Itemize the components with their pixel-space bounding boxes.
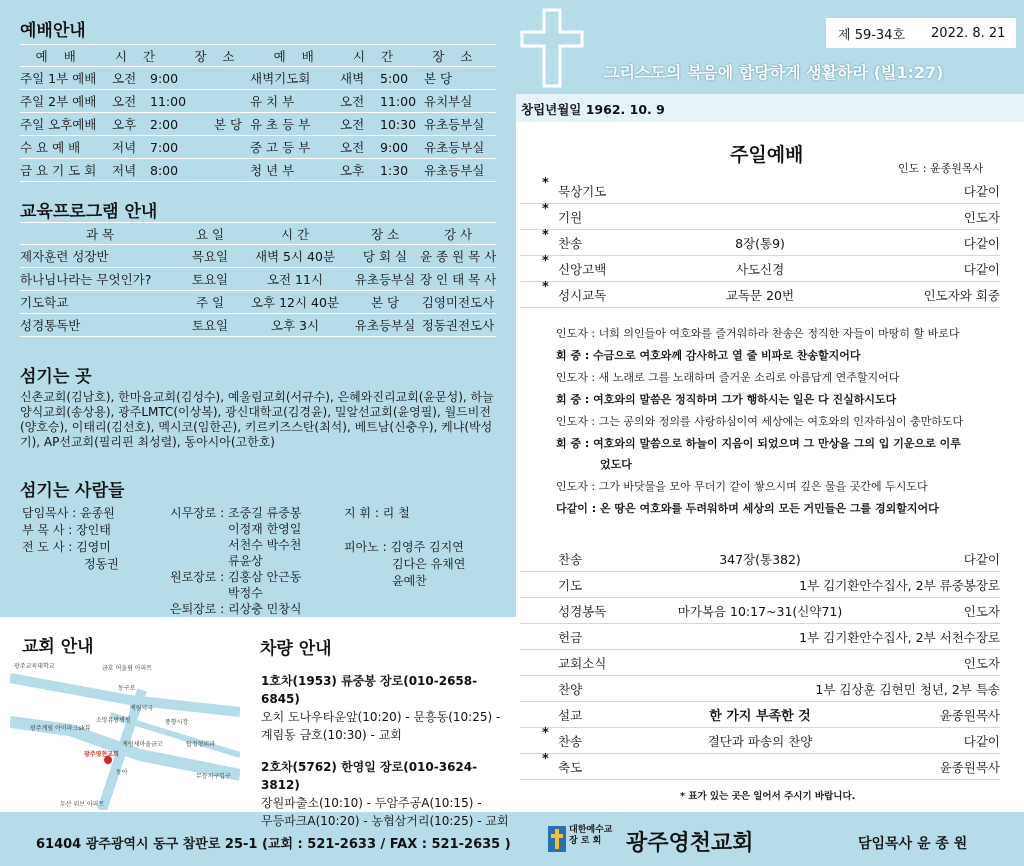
table-row bbox=[20, 291, 496, 314]
serving-places-title: 섬기는 곳 bbox=[20, 367, 92, 387]
table-row bbox=[20, 90, 496, 113]
table-cell: 유초등부실 bbox=[424, 117, 485, 132]
map-label: 광주교육대학교 bbox=[14, 663, 55, 670]
elder-line: 시무장로 : 조중길 류중봉 bbox=[170, 506, 302, 520]
header-cell: 예 배 bbox=[35, 48, 82, 64]
motto: 그리스도의 복음에 합당하게 생활하라 (빌1:27) bbox=[604, 63, 944, 82]
church-logo-icon bbox=[548, 826, 566, 852]
table-row bbox=[20, 314, 496, 337]
table-cell: 유치부실 bbox=[424, 94, 473, 109]
header-cell: 시 간 bbox=[280, 226, 310, 242]
standing-note: * 표가 있는 곳은 일어서 주시기 바랍니다. bbox=[680, 791, 856, 802]
map-label: 동아 bbox=[116, 769, 128, 776]
order-person: 다같이 bbox=[963, 733, 1000, 749]
table-cell: 청 년 부 bbox=[250, 163, 295, 178]
order-row bbox=[520, 728, 1000, 754]
issue-number: 제 59-34호 bbox=[838, 27, 906, 43]
order-name: 성경봉독 bbox=[558, 603, 607, 619]
order-detail: 8장(통9) bbox=[735, 235, 785, 251]
table-cell: 주일 오후예배 bbox=[20, 117, 97, 132]
header-cell: 시 간 bbox=[352, 48, 400, 64]
issue-date: 2022. 8. 21 bbox=[931, 25, 1006, 41]
table-header-row bbox=[20, 222, 496, 245]
table-row bbox=[20, 159, 496, 182]
denomination-bottom: 장 로 회 bbox=[569, 836, 602, 846]
map-label: 무등지구입구 bbox=[196, 773, 231, 780]
order-row bbox=[520, 598, 1000, 624]
order-name: 헌금 bbox=[558, 629, 583, 645]
table-row bbox=[20, 245, 496, 268]
header-cell: 요 일 bbox=[195, 226, 225, 242]
car1-route: 계림동 금호(10:30) - 교회 bbox=[261, 728, 402, 742]
responsive-reading-line: 인도자 : 새 노래로 그를 노래하며 즐거운 소리로 아름답게 연주할지어다 bbox=[556, 371, 900, 384]
order-person: 다같이 bbox=[963, 551, 1000, 567]
responsive-reading-line: 인도자 : 그는 공의와 정의를 사랑하심이여 세상에는 여호와의 인자하심이 충만하도다 bbox=[556, 415, 964, 428]
order-detail: 347장(통382) bbox=[719, 551, 801, 567]
elder-line: 이정재 한영일 bbox=[228, 522, 302, 536]
elder-line: 서천수 박수천 bbox=[228, 538, 302, 552]
order-name: 찬양 bbox=[558, 681, 583, 697]
sunday-worship-title: 주일예배 bbox=[730, 144, 804, 166]
table-cell: 오전 bbox=[112, 94, 137, 109]
table-cell: 새벽 bbox=[340, 71, 365, 86]
denomination bbox=[569, 825, 612, 847]
church-map bbox=[10, 660, 240, 810]
order-row bbox=[520, 178, 1000, 204]
order-row bbox=[520, 282, 1000, 308]
table-cell: 9:00 bbox=[150, 70, 179, 86]
music-line: 지 휘 : 리 철 bbox=[344, 506, 410, 520]
order-detail: 결단과 파송의 찬양 bbox=[707, 733, 813, 749]
table-row bbox=[20, 113, 496, 136]
table-row bbox=[20, 268, 496, 291]
table-cell: 2:00 bbox=[150, 116, 179, 132]
order-row bbox=[520, 204, 1000, 230]
header-cell: 시 간 bbox=[114, 48, 162, 64]
table-cell: 주일 1부 예배 bbox=[20, 71, 97, 86]
order-name: 기도 bbox=[558, 577, 583, 593]
table-cell: 중 고 등 부 bbox=[250, 140, 311, 155]
table-cell: 김영미전도사 bbox=[421, 295, 495, 310]
order-name: 설교 bbox=[558, 707, 583, 723]
map-label: 백림약국 bbox=[130, 705, 154, 712]
responsive-reading-line: 회 중 : 수금으로 여호와께 감사하고 열 줄 비파로 찬송할지어다 bbox=[556, 349, 861, 362]
order-detail: 마가복음 10:17~31(신약71) bbox=[677, 603, 843, 619]
responsive-reading-line: 다같이 : 온 땅은 여호와를 두려워하며 세상의 모든 거민들은 그를 경외할지어다 bbox=[556, 502, 939, 515]
table-cell: 저녁 bbox=[112, 163, 137, 178]
table-cell: 토요일 bbox=[191, 272, 229, 287]
table-cell: 오후 bbox=[112, 117, 137, 132]
serving-places-text: 신촌교회(김남호), 한마음교회(김성수), 예울림교회(서규수), 은혜와진리교회(윤문성), 하늘양식교회(송상용), 광주LMTC(이상복), 광신대학교(김경윤), 밀알선교회(윤영필), 월드비전(양호승), 이태리(김선호), 멕시코(임한곤), 키르키즈스탄(최석), 베트남(신충우), 케냐(박성기), AP선교회(필리핀 최성렬), 동아시아(고한호) bbox=[20, 390, 494, 449]
table-cell: 성경통독반 bbox=[20, 318, 81, 333]
stand-mark: * bbox=[542, 176, 549, 191]
founded-date: 창립년월일 1962. 10. 9 bbox=[521, 102, 665, 117]
order-name: 찬송 bbox=[558, 551, 583, 567]
order-person: 다같이 bbox=[963, 183, 1000, 199]
table-cell: 기도학교 bbox=[20, 295, 69, 310]
table-cell: 오후 12시 40분 bbox=[250, 295, 340, 310]
vehicle-info bbox=[261, 672, 511, 830]
education-title: 교육프로그램 안내 bbox=[20, 202, 158, 222]
map-label: 풍향시장 bbox=[165, 719, 189, 726]
elder-line: 박정수 bbox=[228, 586, 263, 600]
worship-guide-title: 예배안내 bbox=[20, 21, 86, 41]
map-label: 두산 위브 아파트 bbox=[60, 801, 105, 808]
table-cell: 본 당 bbox=[424, 71, 453, 86]
order-name: 신앙고백 bbox=[558, 261, 607, 277]
table-cell: 주일 2부 예배 bbox=[20, 94, 97, 109]
table-cell: 유초등부실 bbox=[424, 163, 485, 178]
table-cell: 목요일 bbox=[191, 249, 229, 264]
table-cell: 11:00 bbox=[150, 93, 187, 109]
worship-leader: 인도 : 윤종원목사 bbox=[898, 162, 984, 175]
header-cell: 장 소 bbox=[194, 48, 241, 64]
table-cell: 새벽 5시 40분 bbox=[254, 249, 336, 264]
stand-mark: * bbox=[542, 228, 549, 243]
order-name: 교회소식 bbox=[558, 655, 607, 671]
stand-mark: * bbox=[542, 254, 549, 269]
order-row bbox=[520, 676, 1000, 702]
staff-line: 전 도 사 : 김영미 bbox=[22, 540, 111, 554]
table-cell: 7:00 bbox=[150, 139, 179, 155]
car2-route: 장원파출소(10:10) - 두암주공A(10:15) - bbox=[261, 796, 482, 810]
table-cell: 본 당 bbox=[370, 295, 400, 310]
staff-line: 부 목 사 : 장인태 bbox=[22, 523, 111, 537]
order-row bbox=[520, 754, 1000, 780]
header-cell: 강 사 bbox=[443, 226, 473, 242]
map-label-church: 광주영천교회 bbox=[84, 751, 119, 758]
table-cell: 수 요 예 배 bbox=[20, 140, 81, 155]
map-label: 소망유방병원 bbox=[96, 717, 131, 724]
church-name: 광주영천교회 bbox=[626, 831, 754, 856]
order-person: 인도자 bbox=[963, 655, 1000, 671]
table-cell: 본 당 bbox=[213, 117, 243, 132]
responsive-reading-line: 회 중 : 여호와의 말씀은 정직하며 그가 행하시는 일은 다 진실하시도다 bbox=[556, 393, 897, 406]
table-cell: 정동권전도사 bbox=[421, 318, 495, 333]
table-cell: 유 초 등 부 bbox=[250, 117, 311, 132]
music-line: 피아노 : 김영주 김지연 bbox=[344, 540, 464, 554]
header-cell: 장 소 bbox=[432, 48, 479, 64]
table-row bbox=[20, 67, 496, 90]
responsive-reading-line: 었도다 bbox=[600, 458, 632, 471]
order-person: 윤종원목사 bbox=[939, 707, 1000, 723]
table-header-row bbox=[20, 44, 496, 67]
table-cell: 오후 bbox=[340, 163, 365, 178]
table-cell: 유초등부실 bbox=[354, 318, 416, 333]
senior-pastor: 담임목사 윤 종 원 bbox=[858, 836, 968, 852]
table-cell: 오전 bbox=[112, 71, 137, 86]
car2-title: 2호차(5762) 한영일 장로(010-3624-3812) bbox=[261, 760, 478, 792]
worship-guide-table bbox=[20, 44, 496, 182]
table-cell: 9:00 bbox=[380, 139, 409, 155]
church-guide-title: 교회 안내 bbox=[22, 637, 94, 657]
order-row bbox=[520, 650, 1000, 676]
responsive-reading-line: 인도자 : 너희 의인들아 여호와를 즐거워하라 찬송은 정직한 자들이 마땅히 할 바로다 bbox=[556, 327, 960, 340]
staff-line: 정동권 bbox=[84, 557, 119, 571]
serving-people-title: 섬기는 사람들 bbox=[20, 481, 125, 501]
order-row bbox=[520, 546, 1000, 572]
table-cell: 하나님나라는 무엇인가? bbox=[20, 272, 152, 287]
table-cell: 유 치 부 bbox=[250, 94, 295, 109]
cross-icon bbox=[518, 8, 586, 88]
table-cell: 10:30 bbox=[380, 116, 417, 132]
map-label: 동구로 bbox=[118, 685, 136, 692]
order-detail: 사도신경 bbox=[735, 261, 785, 277]
order-name: 성시교독 bbox=[558, 287, 607, 303]
serving-people-col3 bbox=[344, 505, 504, 590]
stand-mark: * bbox=[542, 752, 549, 767]
elder-line: 은퇴장로 : 리상충 민창식 bbox=[170, 602, 302, 616]
table-cell: 저녁 bbox=[112, 140, 137, 155]
table-cell: 유초등부실 bbox=[354, 272, 416, 287]
order-name: 찬송 bbox=[558, 733, 583, 749]
order-name: 묵상기도 bbox=[558, 183, 607, 199]
order-name: 기원 bbox=[558, 209, 583, 225]
serving-people-col1 bbox=[22, 505, 162, 573]
table-cell: 오전 bbox=[340, 94, 365, 109]
table-row bbox=[20, 136, 496, 159]
order-row bbox=[520, 230, 1000, 256]
table-cell: 장 인 태 목 사 bbox=[420, 272, 496, 287]
table-cell: 토요일 bbox=[191, 318, 229, 333]
map-label: 금호 어울림 아파트 bbox=[102, 665, 153, 672]
table-cell: 오후 3시 bbox=[270, 318, 320, 333]
stand-mark: * bbox=[542, 202, 549, 217]
table-cell: 5:00 bbox=[380, 70, 409, 86]
header-cell: 장 소 bbox=[370, 226, 400, 242]
map-label: 탑정형외과 bbox=[186, 741, 215, 748]
stand-mark: * bbox=[542, 726, 549, 741]
table-cell: 당 회 실 bbox=[362, 249, 408, 264]
music-line: 윤예찬 bbox=[392, 574, 427, 588]
footer-address: 61404 광주광역시 동구 참판로 25-1 (교회 : 521-2633 / FAX : 521-2635 ) bbox=[36, 837, 511, 852]
order-row bbox=[520, 572, 1000, 598]
table-cell: 오전 bbox=[340, 140, 365, 155]
order-person: 다같이 bbox=[963, 261, 1000, 277]
music-line: 김다은 유채연 bbox=[392, 557, 466, 571]
order-detail: 교독문 20번 bbox=[725, 287, 795, 303]
staff-line: 담임목사 : 윤종원 bbox=[22, 506, 115, 520]
issue-box bbox=[826, 18, 1016, 48]
education-table bbox=[20, 222, 496, 337]
order-name: 찬송 bbox=[558, 235, 583, 251]
stand-mark: * bbox=[542, 280, 549, 295]
order-person: 윤종원목사 bbox=[939, 759, 1000, 775]
order-row bbox=[520, 702, 1000, 728]
order-person: 인도자 bbox=[963, 209, 1000, 225]
order-person: 1부 김상훈 김현민 청년, 2부 특송 bbox=[815, 681, 1000, 697]
order-person: 1부 김기환안수집사, 2부 류중봉장로 bbox=[799, 577, 1000, 593]
denomination-top: 대한예수교 bbox=[569, 825, 613, 835]
table-cell: 8:00 bbox=[150, 162, 179, 178]
table-cell: 오전 11시 bbox=[266, 272, 324, 287]
order-row bbox=[520, 624, 1000, 650]
table-cell: 윤 종 원 목 사 bbox=[420, 249, 496, 264]
order-detail: 한 가지 부족한 것 bbox=[709, 709, 811, 724]
header-cell: 예 배 bbox=[273, 48, 320, 64]
vehicle-title: 차량 안내 bbox=[260, 639, 332, 659]
car1-title: 1호차(1953) 류중봉 장로(010-2658-6845) bbox=[261, 674, 478, 706]
order-name: 축도 bbox=[558, 759, 583, 775]
table-cell: 유초등부실 bbox=[424, 140, 485, 155]
responsive-reading-line: 회 중 : 여호와의 말씀으로 하늘이 지음이 되었으며 그 만상을 그의 입 기운으로 이루 bbox=[556, 437, 961, 450]
responsive-reading-line: 인도자 : 그가 바닷물을 모아 무더기 같이 쌓으시며 깊은 물을 곳간에 두시도다 bbox=[556, 480, 928, 493]
map-label: 광주계림 아이파크sk뷰 bbox=[30, 725, 91, 732]
table-cell: 제자훈련 성장반 bbox=[20, 249, 109, 264]
table-cell: 1:30 bbox=[380, 162, 409, 178]
order-person: 다같이 bbox=[963, 235, 1000, 251]
order-person: 1부 김기환안수집사, 2부 서천수장로 bbox=[799, 629, 1000, 645]
order-person: 인도자와 회중 bbox=[923, 287, 1000, 303]
elder-line: 원로장로 : 김홍삼 안근동 bbox=[170, 570, 302, 584]
header-cell: 과 목 bbox=[85, 226, 115, 242]
table-cell: 새벽기도회 bbox=[250, 71, 311, 86]
map-label: 계림새마을금고 bbox=[122, 741, 163, 748]
order-person: 인도자 bbox=[963, 603, 1000, 619]
serving-people-col2 bbox=[170, 505, 350, 617]
table-cell: 오전 bbox=[340, 117, 365, 132]
table-cell: 주 일 bbox=[195, 295, 225, 310]
table-cell: 11:00 bbox=[380, 93, 417, 109]
car1-route: 오치 도나우타운앞(10:20) - 문흥동(10:25) - bbox=[261, 710, 501, 724]
order-row bbox=[520, 256, 1000, 282]
elder-line: 류윤상 bbox=[228, 554, 263, 568]
car2-route: 무등파크A(10:20) - 농협삼거리(10:25) - 교회 bbox=[261, 814, 509, 828]
table-cell: 금 요 기 도 회 bbox=[20, 163, 97, 178]
